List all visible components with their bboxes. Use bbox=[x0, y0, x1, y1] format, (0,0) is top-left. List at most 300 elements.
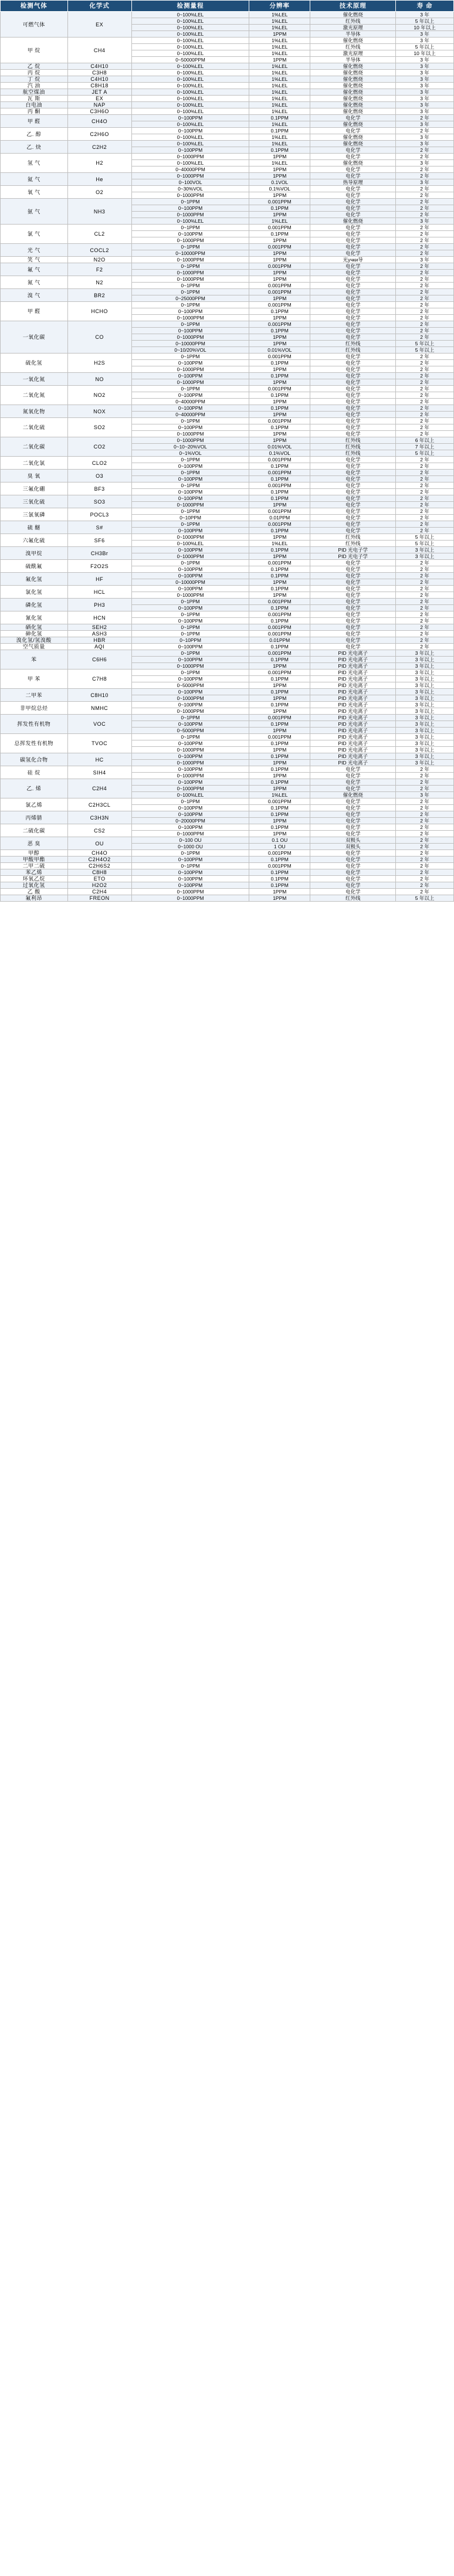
cell-lifetime: 2 年 bbox=[396, 354, 454, 360]
cell-chemical-formula: N2O bbox=[67, 257, 131, 263]
cell-lifetime: 2 年 bbox=[396, 889, 454, 895]
cell-detection-range: 0~1000PPM bbox=[131, 257, 249, 263]
cell-lifetime: 5 年以上 bbox=[396, 541, 454, 547]
cell-lifetime: 2 年 bbox=[396, 579, 454, 586]
cell-technology: 红外线 bbox=[310, 437, 396, 444]
cell-detection-range: 0~1PPM bbox=[131, 631, 249, 637]
cell-gas-name: 硫化氢 bbox=[1, 354, 68, 373]
cell-detection-range: 0~10PPM bbox=[131, 515, 249, 521]
cell-technology: PID 光电子学 bbox=[310, 553, 396, 560]
table-header bbox=[1, 1, 454, 12]
table-row bbox=[1, 63, 454, 70]
cell-detection-range: 0~100PPM bbox=[131, 805, 249, 811]
cell-technology: 催化燃烧 bbox=[310, 792, 396, 798]
cell-lifetime: 2 年 bbox=[396, 463, 454, 470]
table-row bbox=[1, 102, 454, 108]
cell-detection-range: 0~100PPM bbox=[131, 308, 249, 315]
cell-resolution: 1%LEL bbox=[249, 160, 310, 166]
cell-lifetime: 2 年 bbox=[396, 644, 454, 650]
cell-detection-range: 0~100PPM bbox=[131, 147, 249, 154]
cell-lifetime: 2 年 bbox=[396, 637, 454, 644]
cell-chemical-formula: CH3Br bbox=[67, 547, 131, 560]
cell-lifetime: 3 年 bbox=[396, 38, 454, 44]
cell-detection-range: 0~100PPM bbox=[131, 476, 249, 482]
cell-gas-name: 过氧化氢 bbox=[1, 882, 68, 889]
table-row bbox=[1, 89, 454, 96]
cell-technology: PID 光电离子 bbox=[310, 747, 396, 753]
table-row bbox=[1, 108, 454, 115]
column-header-resolution: 分辨率 bbox=[249, 1, 310, 12]
cell-lifetime: 2 年 bbox=[396, 270, 454, 276]
cell-technology: 电化学 bbox=[310, 192, 396, 199]
cell-lifetime: 3 年以上 bbox=[396, 689, 454, 695]
cell-technology: 电化学 bbox=[310, 244, 396, 250]
cell-resolution: 0.001PPM bbox=[249, 863, 310, 869]
cell-resolution: 1PPM bbox=[249, 747, 310, 753]
cell-detection-range: 0~1PPM bbox=[131, 283, 249, 289]
cell-lifetime: 2 年 bbox=[396, 250, 454, 257]
cell-lifetime: 2 年 bbox=[396, 857, 454, 863]
cell-technology: 电化学 bbox=[310, 308, 396, 315]
cell-chemical-formula: He bbox=[67, 173, 131, 186]
cell-resolution: 1PPM bbox=[249, 708, 310, 715]
cell-resolution: 0.001PPM bbox=[249, 599, 310, 605]
cell-resolution: 0.1 OU bbox=[249, 837, 310, 844]
cell-lifetime: 2 年 bbox=[396, 489, 454, 495]
cell-chemical-formula: N2 bbox=[67, 276, 131, 289]
cell-gas-name: 航空煤油 bbox=[1, 89, 68, 96]
cell-detection-range: 0~100PPM bbox=[131, 702, 249, 708]
cell-gas-name: 汽 油 bbox=[1, 83, 68, 89]
cell-lifetime: 3 年 bbox=[396, 141, 454, 147]
cell-resolution: 0.1PPM bbox=[249, 805, 310, 811]
cell-gas-name: 乙 烷 bbox=[1, 63, 68, 70]
cell-technology: 电化学 bbox=[310, 386, 396, 392]
cell-resolution: 0.1PPM bbox=[249, 528, 310, 534]
cell-technology: 电化学 bbox=[310, 366, 396, 373]
cell-gas-name: 二氧化碳 bbox=[1, 437, 68, 457]
table-row bbox=[1, 289, 454, 295]
cell-resolution: 0.001PPM bbox=[249, 263, 310, 270]
cell-chemical-formula: C2H4O2 bbox=[67, 857, 131, 863]
cell-lifetime: 2 年 bbox=[396, 766, 454, 773]
cell-gas-name: 二氧化氮 bbox=[1, 386, 68, 405]
cell-resolution: 0.001PPM bbox=[249, 289, 310, 295]
cell-gas-name: 氧 气 bbox=[1, 186, 68, 199]
cell-lifetime: 2 年 bbox=[396, 263, 454, 270]
cell-detection-range: 0~25000PPM bbox=[131, 295, 249, 302]
cell-detection-range: 0~100PPM bbox=[131, 489, 249, 495]
column-header-range: 检测量程 bbox=[131, 1, 249, 12]
cell-technology: 电化学 bbox=[310, 476, 396, 482]
cell-detection-range: 0~1PPM bbox=[131, 244, 249, 250]
cell-detection-range: 0~1000PPM bbox=[131, 212, 249, 218]
cell-detection-range: 0~10000PPM bbox=[131, 579, 249, 586]
cell-chemical-formula: CH4O bbox=[67, 850, 131, 857]
cell-technology: 热导原理 bbox=[310, 179, 396, 186]
cell-technology: 电化学 bbox=[310, 766, 396, 773]
cell-detection-range: 0~1PPM bbox=[131, 715, 249, 721]
cell-chemical-formula: NAP bbox=[67, 102, 131, 108]
cell-chemical-formula: ETO bbox=[67, 876, 131, 882]
cell-resolution: 1%LEL bbox=[249, 792, 310, 798]
cell-technology: 电化学 bbox=[310, 399, 396, 405]
cell-gas-name: 氯 气 bbox=[1, 225, 68, 244]
cell-technology: 电化学 bbox=[310, 276, 396, 283]
cell-detection-range: 0~100%LEL bbox=[131, 83, 249, 89]
cell-technology: 催化燃烧 bbox=[310, 63, 396, 70]
cell-detection-range: 0~1000PPM bbox=[131, 334, 249, 341]
cell-detection-range: 0~1PPM bbox=[131, 611, 249, 618]
cell-chemical-formula: AQI bbox=[67, 644, 131, 650]
cell-detection-range: 0~1000PPM bbox=[131, 760, 249, 766]
cell-technology: 光учки导 bbox=[310, 257, 396, 263]
cell-detection-range: 0~100%LEL bbox=[131, 96, 249, 102]
cell-resolution: 1%LEL bbox=[249, 63, 310, 70]
cell-lifetime: 2 年 bbox=[396, 302, 454, 308]
table-row bbox=[1, 863, 454, 869]
cell-resolution: 1PPM bbox=[249, 502, 310, 508]
cell-technology: 电化学 bbox=[310, 528, 396, 534]
cell-detection-range: 0~1PPM bbox=[131, 508, 249, 515]
table-row bbox=[1, 508, 454, 515]
cell-resolution: 1%LEL bbox=[249, 76, 310, 83]
cell-lifetime: 3 年 bbox=[396, 83, 454, 89]
cell-technology: 电化学 bbox=[310, 237, 396, 244]
cell-chemical-formula: SEH2 bbox=[67, 624, 131, 631]
table-row bbox=[1, 895, 454, 902]
cell-technology: 电化学 bbox=[310, 250, 396, 257]
cell-lifetime: 2 年 bbox=[396, 115, 454, 121]
cell-technology: 电化学 bbox=[310, 354, 396, 360]
cell-resolution: 1%LEL bbox=[249, 18, 310, 25]
cell-detection-range: 0~1000PPM bbox=[131, 592, 249, 599]
cell-resolution: 1PPM bbox=[249, 682, 310, 689]
cell-detection-range: 0~1PPM bbox=[131, 470, 249, 476]
cell-technology: PID 光电离子 bbox=[310, 676, 396, 682]
cell-lifetime: 3 年以上 bbox=[396, 760, 454, 766]
cell-lifetime: 2 年 bbox=[396, 508, 454, 515]
table-row bbox=[1, 753, 454, 760]
cell-resolution: 1%LEL bbox=[249, 141, 310, 147]
cell-lifetime: 3 年以上 bbox=[396, 657, 454, 663]
cell-chemical-formula: C4H10 bbox=[67, 76, 131, 83]
cell-technology: 电化学 bbox=[310, 618, 396, 624]
cell-technology: 电化学 bbox=[310, 212, 396, 218]
cell-detection-range: 0~5000PPM bbox=[131, 682, 249, 689]
table-row bbox=[1, 766, 454, 773]
cell-lifetime: 2 年 bbox=[396, 405, 454, 412]
cell-gas-name: 氢 气 bbox=[1, 154, 68, 173]
cell-technology: 电化学 bbox=[310, 392, 396, 399]
cell-gas-name: 挥发性有机物 bbox=[1, 715, 68, 734]
cell-chemical-formula: C2H4 bbox=[67, 889, 131, 895]
cell-technology: 电化学 bbox=[310, 631, 396, 637]
cell-detection-range: 0~1000PPM bbox=[131, 889, 249, 895]
cell-technology: PID 光电离子 bbox=[310, 682, 396, 689]
cell-resolution: 0.1PPM bbox=[249, 657, 310, 663]
cell-gas-name: 甲酸甲酯 bbox=[1, 857, 68, 863]
cell-detection-range: 0~100%LEL bbox=[131, 134, 249, 141]
cell-resolution: 0.1PPM bbox=[249, 489, 310, 495]
cell-resolution: 1PPM bbox=[249, 773, 310, 779]
cell-resolution: 0.1VOL bbox=[249, 179, 310, 186]
cell-technology: 电化学 bbox=[310, 289, 396, 295]
cell-lifetime: 2 年 bbox=[396, 528, 454, 534]
cell-resolution: 1%LEL bbox=[249, 44, 310, 50]
cell-lifetime: 2 年 bbox=[396, 566, 454, 573]
cell-lifetime: 5 年以上 bbox=[396, 534, 454, 541]
cell-lifetime: 2 年 bbox=[396, 831, 454, 837]
cell-technology: 电化学 bbox=[310, 863, 396, 869]
column-header-gas: 检测气体 bbox=[1, 1, 68, 12]
cell-resolution: 0.001PPM bbox=[249, 560, 310, 566]
cell-technology: 激光原理 bbox=[310, 25, 396, 31]
cell-resolution: 0.001PPM bbox=[249, 508, 310, 515]
cell-chemical-formula: CO2 bbox=[67, 437, 131, 457]
cell-lifetime: 2 年 bbox=[396, 773, 454, 779]
cell-chemical-formula: OU bbox=[67, 837, 131, 850]
cell-chemical-formula: SF6 bbox=[67, 534, 131, 547]
cell-detection-range: 0~40000PPM bbox=[131, 412, 249, 418]
cell-lifetime: 2 年 bbox=[396, 573, 454, 579]
cell-technology: 电化学 bbox=[310, 889, 396, 895]
table-row bbox=[1, 850, 454, 857]
cell-lifetime: 2 年 bbox=[396, 424, 454, 431]
table-row bbox=[1, 702, 454, 708]
cell-technology: 电化学 bbox=[310, 173, 396, 179]
cell-lifetime: 3 年 bbox=[396, 70, 454, 76]
cell-chemical-formula: C3H6O bbox=[67, 108, 131, 115]
cell-resolution: 1%LEL bbox=[249, 12, 310, 18]
cell-detection-range: 0~50000PPM bbox=[131, 57, 249, 63]
cell-resolution: 0.1%VOL bbox=[249, 450, 310, 457]
cell-resolution: 0.1PPM bbox=[249, 424, 310, 431]
cell-technology: 电化学 bbox=[310, 470, 396, 476]
cell-technology: 电化学 bbox=[310, 857, 396, 863]
cell-technology: 电化学 bbox=[310, 876, 396, 882]
cell-detection-range: 0~1PPM bbox=[131, 457, 249, 463]
cell-resolution: 0.001PPM bbox=[249, 199, 310, 205]
cell-technology: 电化学 bbox=[310, 205, 396, 212]
cell-resolution: 1PPM bbox=[249, 366, 310, 373]
cell-technology: PID 光电离子 bbox=[310, 721, 396, 728]
cell-detection-range: 0~100 OU bbox=[131, 837, 249, 844]
cell-lifetime: 2 年 bbox=[396, 869, 454, 876]
cell-resolution: 1PPM bbox=[249, 154, 310, 160]
cell-detection-range: 0~1000PPM bbox=[131, 431, 249, 437]
cell-gas-name: 砷化氢 bbox=[1, 631, 68, 637]
cell-chemical-formula: COCL2 bbox=[67, 244, 131, 257]
table-row bbox=[1, 418, 454, 424]
cell-resolution: 1PPM bbox=[249, 399, 310, 405]
cell-lifetime: 2 年 bbox=[396, 308, 454, 315]
cell-lifetime: 5 年以上 bbox=[396, 44, 454, 50]
cell-technology: 催化燃烧 bbox=[310, 121, 396, 128]
cell-detection-range: 0~1PPM bbox=[131, 418, 249, 424]
table-row bbox=[1, 869, 454, 876]
cell-detection-range: 0~100PPM bbox=[131, 740, 249, 747]
cell-resolution: 0.1PPM bbox=[249, 702, 310, 708]
cell-lifetime: 2 年 bbox=[396, 360, 454, 366]
cell-chemical-formula: F2O2S bbox=[67, 560, 131, 573]
cell-gas-name: 可燃气体 bbox=[1, 12, 68, 38]
cell-lifetime: 3 年以上 bbox=[396, 715, 454, 721]
cell-resolution: 0.1PPM bbox=[249, 586, 310, 592]
cell-lifetime: 2 年 bbox=[396, 212, 454, 218]
cell-gas-name: 丙 烷 bbox=[1, 70, 68, 76]
cell-chemical-formula: C8H8 bbox=[67, 869, 131, 876]
cell-chemical-formula: C2H4 bbox=[67, 779, 131, 798]
cell-technology: 电化学 bbox=[310, 373, 396, 379]
cell-lifetime: 2 年 bbox=[396, 611, 454, 618]
cell-detection-range: 0~100%LEL bbox=[131, 76, 249, 83]
table-row bbox=[1, 302, 454, 308]
cell-technology: 红外线 bbox=[310, 18, 396, 25]
cell-lifetime: 3 年 bbox=[396, 12, 454, 18]
cell-chemical-formula: C2H3CL bbox=[67, 798, 131, 811]
cell-detection-range: 0~1PPM bbox=[131, 354, 249, 360]
cell-lifetime: 5 年以上 bbox=[396, 347, 454, 354]
cell-resolution: 1%LEL bbox=[249, 218, 310, 225]
cell-technology: 电化学 bbox=[310, 334, 396, 341]
cell-chemical-formula: NMHC bbox=[67, 702, 131, 715]
cell-detection-range: 0~1PPM bbox=[131, 560, 249, 566]
cell-detection-range: 0~100PPM bbox=[131, 573, 249, 579]
cell-technology: 电化学 bbox=[310, 798, 396, 805]
cell-resolution: 0.1PPM bbox=[249, 740, 310, 747]
cell-lifetime: 3 年以上 bbox=[396, 708, 454, 715]
cell-detection-range: 0~100%LEL bbox=[131, 44, 249, 50]
cell-lifetime: 5 年以上 bbox=[396, 450, 454, 457]
table-row bbox=[1, 876, 454, 882]
cell-detection-range: 0~1PPM bbox=[131, 624, 249, 631]
gas-sensor-spec-table-page bbox=[0, 0, 454, 902]
cell-detection-range: 0~100PPM bbox=[131, 676, 249, 682]
cell-lifetime: 2 年 bbox=[396, 457, 454, 463]
cell-technology: 电化学 bbox=[310, 637, 396, 644]
table-row bbox=[1, 96, 454, 102]
cell-technology: 电化学 bbox=[310, 457, 396, 463]
cell-gas-name: 苯 bbox=[1, 650, 68, 670]
cell-resolution: 1PPM bbox=[249, 437, 310, 444]
cell-technology: 电化学 bbox=[310, 295, 396, 302]
cell-gas-name: 乙. 炔 bbox=[1, 141, 68, 154]
table-row bbox=[1, 199, 454, 205]
cell-chemical-formula: BF3 bbox=[67, 482, 131, 495]
cell-resolution: 1%LEL bbox=[249, 89, 310, 96]
cell-detection-range: 0~100%LEL bbox=[131, 12, 249, 18]
table-row bbox=[1, 637, 454, 644]
table-row bbox=[1, 689, 454, 695]
cell-detection-range: 0~1000PPM bbox=[131, 437, 249, 444]
cell-lifetime: 3 年 bbox=[396, 63, 454, 70]
cell-chemical-formula: HC bbox=[67, 753, 131, 766]
cell-lifetime: 2 年 bbox=[396, 128, 454, 134]
cell-chemical-formula: ASH3 bbox=[67, 631, 131, 637]
cell-resolution: 1PPM bbox=[249, 553, 310, 560]
cell-technology: PID 光电离子 bbox=[310, 670, 396, 676]
table-row bbox=[1, 321, 454, 328]
cell-technology: 红外线 bbox=[310, 541, 396, 547]
cell-chemical-formula: CH4O bbox=[67, 115, 131, 128]
cell-detection-range: 0~1000PPM bbox=[131, 663, 249, 670]
cell-chemical-formula: H2 bbox=[67, 154, 131, 173]
cell-detection-range: 0~40000PPM bbox=[131, 166, 249, 173]
cell-detection-range: 0~100%LEL bbox=[131, 25, 249, 31]
cell-lifetime: 3 年以上 bbox=[396, 695, 454, 702]
cell-resolution: 0.001PPM bbox=[249, 670, 310, 676]
cell-technology: 电化学 bbox=[310, 882, 396, 889]
cell-resolution: 1PPM bbox=[249, 276, 310, 283]
cell-lifetime: 2 年 bbox=[396, 328, 454, 334]
cell-technology: 催化燃烧 bbox=[310, 108, 396, 115]
table-row bbox=[1, 482, 454, 489]
cell-chemical-formula: FREON bbox=[67, 895, 131, 902]
cell-technology: 电化学 bbox=[310, 186, 396, 192]
cell-gas-name: 溴甲烷 bbox=[1, 547, 68, 560]
cell-detection-range: 0~10~20%VOL bbox=[131, 444, 249, 450]
cell-chemical-formula: C2H6O bbox=[67, 128, 131, 141]
cell-detection-range: 0~1PPM bbox=[131, 650, 249, 657]
table-row bbox=[1, 734, 454, 740]
cell-detection-range: 0~100%LEL bbox=[131, 108, 249, 115]
cell-resolution: 0.1PPM bbox=[249, 721, 310, 728]
cell-resolution: 1PPM bbox=[249, 431, 310, 437]
cell-technology: 催化燃烧 bbox=[310, 160, 396, 166]
table-row bbox=[1, 798, 454, 805]
cell-detection-range: 0~100PPM bbox=[131, 495, 249, 502]
cell-detection-range: 0~1PPM bbox=[131, 863, 249, 869]
cell-technology: 催化燃烧 bbox=[310, 102, 396, 108]
cell-chemical-formula: SO2 bbox=[67, 418, 131, 437]
cell-detection-range: 0~10000PPM bbox=[131, 250, 249, 257]
cell-lifetime: 2 年 bbox=[396, 244, 454, 250]
cell-detection-range: 0~30%VOL bbox=[131, 186, 249, 192]
cell-detection-range: 0~100PPM bbox=[131, 753, 249, 760]
cell-gas-name: 白电油 bbox=[1, 102, 68, 108]
cell-chemical-formula: HF bbox=[67, 573, 131, 586]
cell-lifetime: 2 年 bbox=[396, 779, 454, 786]
cell-detection-range: 0~1PPM bbox=[131, 599, 249, 605]
cell-lifetime: 3 年以上 bbox=[396, 676, 454, 682]
cell-technology: 红外线 bbox=[310, 450, 396, 457]
cell-gas-name: 一氧化碳 bbox=[1, 321, 68, 354]
cell-lifetime: 6 年以上 bbox=[396, 437, 454, 444]
cell-gas-name: 磷化氢 bbox=[1, 599, 68, 611]
column-header-life: 寿 命 bbox=[396, 1, 454, 12]
table-row bbox=[1, 257, 454, 263]
cell-technology: 电化学 bbox=[310, 786, 396, 792]
cell-detection-range: 0~1%VOL bbox=[131, 450, 249, 457]
cell-gas-name: 乙. 醇 bbox=[1, 128, 68, 141]
cell-technology: 电化学 bbox=[310, 811, 396, 818]
cell-technology: 红外线 bbox=[310, 895, 396, 902]
cell-technology: 电化学 bbox=[310, 521, 396, 528]
cell-chemical-formula: CO bbox=[67, 321, 131, 354]
cell-detection-range: 0~1000PPM bbox=[131, 379, 249, 386]
cell-resolution: 1PPM bbox=[249, 592, 310, 599]
cell-lifetime: 2 年 bbox=[396, 863, 454, 869]
cell-detection-range: 0~1PPM bbox=[131, 521, 249, 528]
cell-resolution: 1PPM bbox=[249, 31, 310, 38]
table-row bbox=[1, 599, 454, 605]
cell-resolution: 1%LEL bbox=[249, 121, 310, 128]
cell-detection-range: 0~100PPM bbox=[131, 657, 249, 663]
cell-lifetime: 7 年以上 bbox=[396, 444, 454, 450]
table-row bbox=[1, 547, 454, 553]
cell-resolution: 0.1PPM bbox=[249, 405, 310, 412]
